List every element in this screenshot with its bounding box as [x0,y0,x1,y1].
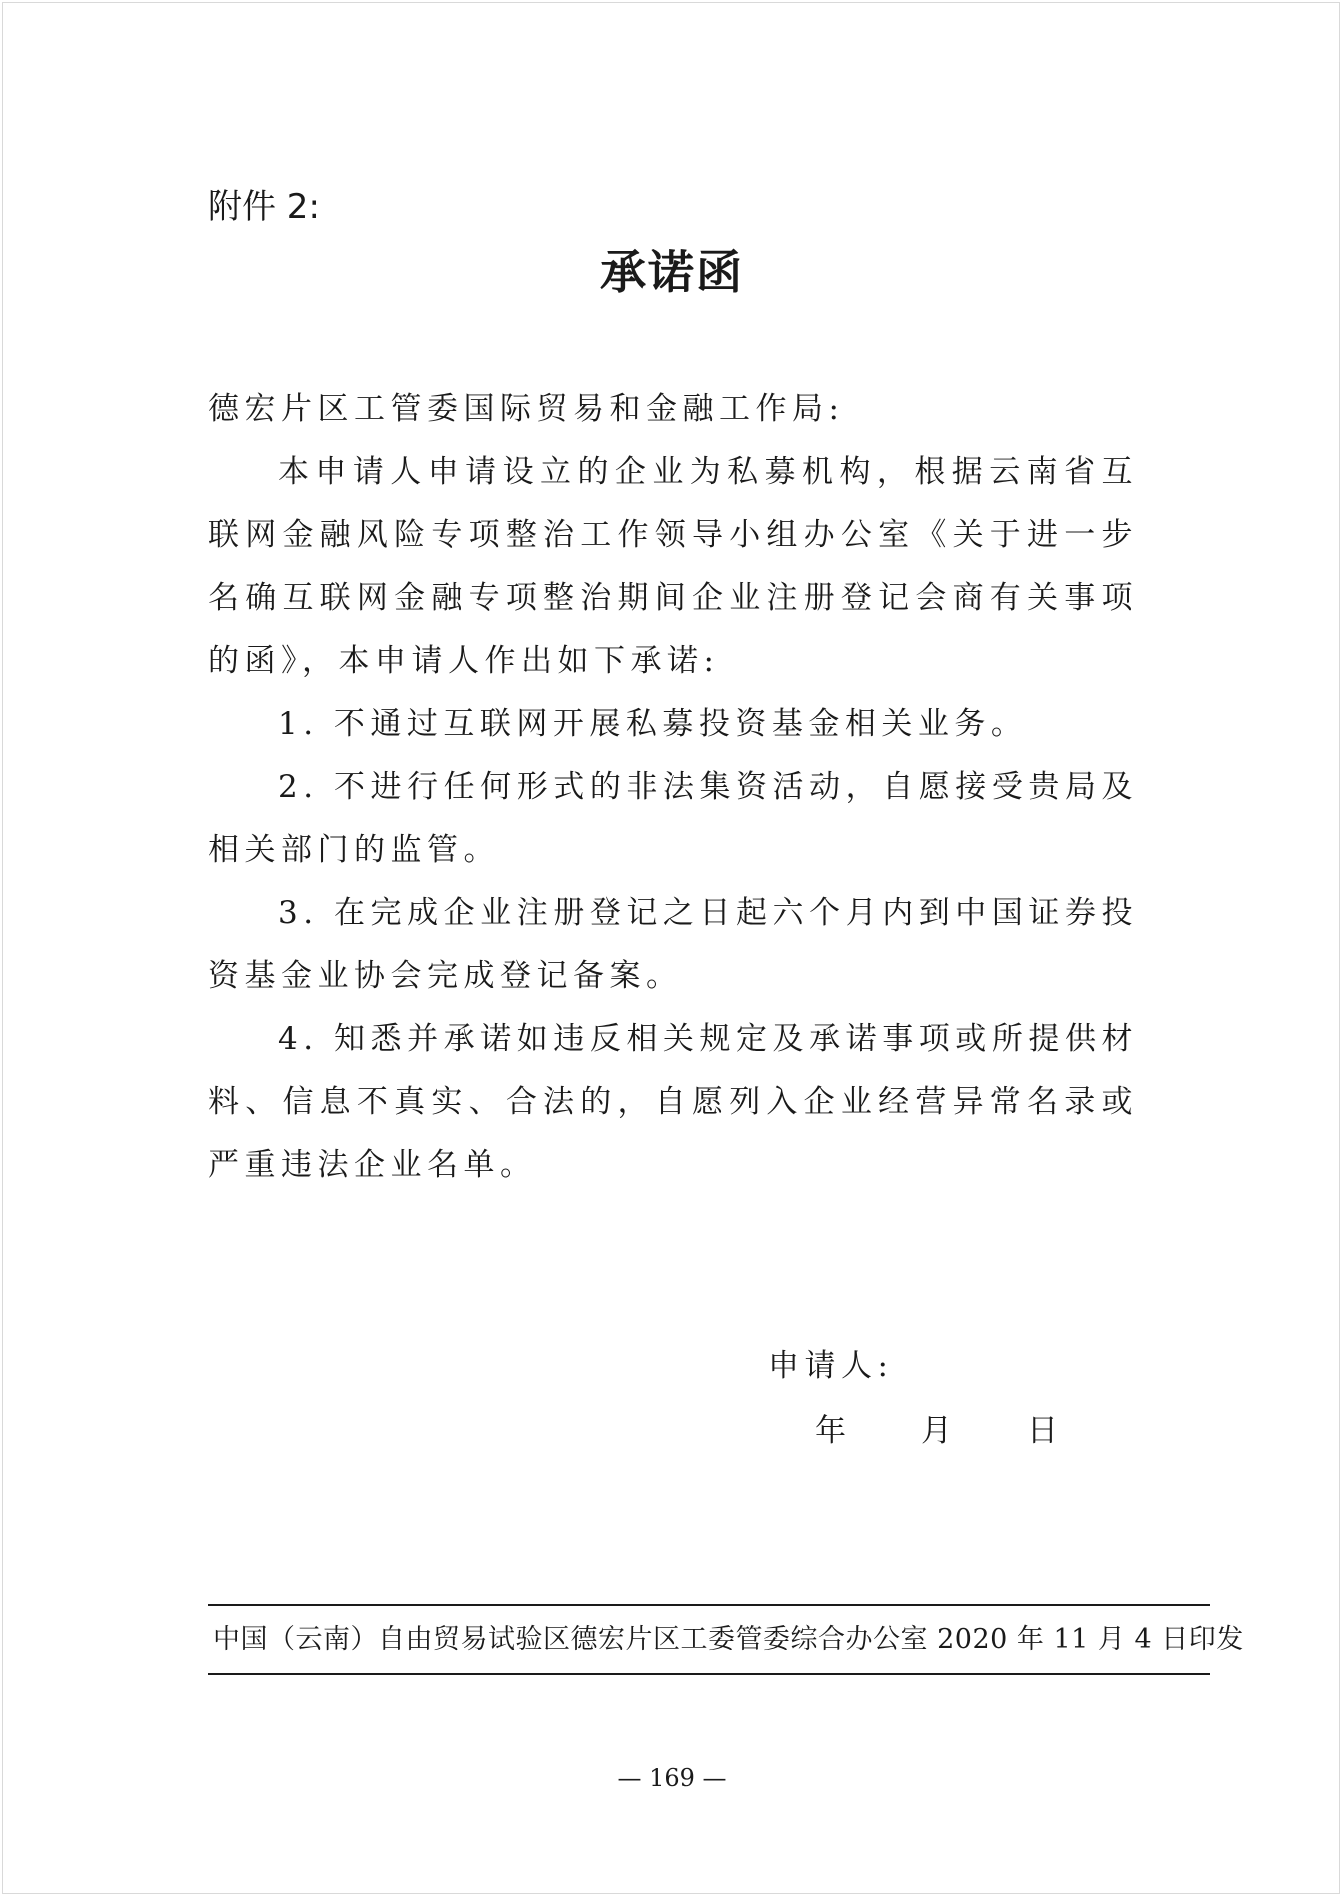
footer-issuer: 中国（云南）自由贸易试验区德宏片区工委管委综合办公室 2020 年 11 月 4 日印发 [213,1624,1244,1655]
applicant-label: 申请人: [768,1348,894,1384]
commitment-item-1: 1. 不通过互联网开展私募投资基金相关业务。 [278,706,1028,742]
date-line [815,1400,1058,1463]
attachment-label: 附件 2: [208,187,320,227]
month-label: 月 [921,1413,952,1449]
footer-rule-bottom [208,1673,1210,1675]
intro-paragraph: 本申请人申请设立的企业为私募机构，根据云南省互联网金融风险专项整治工作领导小组办公室《关于进一步名确互联网金融专项整治期间企业注册登记会商有关事项的函》，本申请人作出如下承诺: [208,454,1138,679]
year-label: 年 [815,1413,846,1449]
commitment-item-3: 3. 在完成企业注册登记之日起六个月内到中国证券投资基金业协会完成登记备案。 [208,895,1138,994]
commitment-item-2: 2. 不进行任何形式的非法集资活动，自愿接受贵局及相关部门的监管。 [208,769,1138,868]
addressee: 德宏片区工管委国际贸易和金融工作局: [208,391,845,427]
commitment-item-4: 4. 知悉并承诺如违反相关规定及承诺事项或所提供材料、信息不真实、合法的，自愿列入企业经营异常名录或严重违法企业名单。 [208,1021,1138,1183]
footer-rule-top [208,1604,1210,1606]
page-number: — 169 — [617,1764,727,1792]
day-label: 日 [1027,1413,1058,1449]
page-title: 承诺函 [600,245,744,299]
letter-body [208,378,1138,1197]
